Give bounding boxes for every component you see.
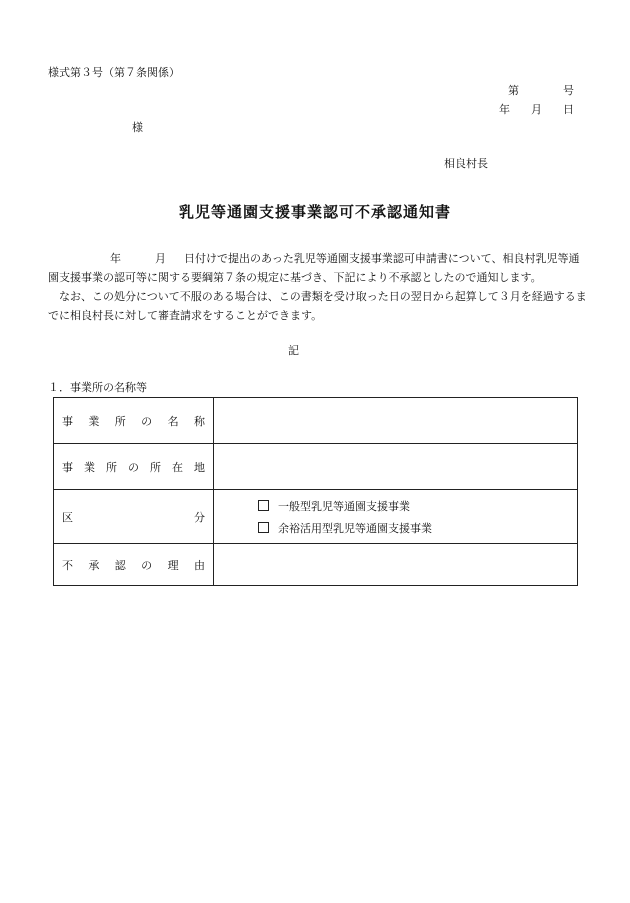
- value-facility-name[interactable]: [214, 398, 578, 444]
- checkbox-icon[interactable]: [258, 500, 269, 511]
- body-year: 年: [110, 252, 121, 265]
- label-facility-name: 事 業 所 の 名 称: [54, 398, 214, 444]
- doc-number-go: 号: [563, 84, 574, 97]
- doc-number-dai: 第: [508, 84, 519, 97]
- table-row-reason: [54, 544, 578, 586]
- date-day: 日: [563, 103, 574, 116]
- body-line1-rest: 日付けで提出のあった乳児等通園支援事業認可申請書について、相良村乳児等通園支援事業の認可等に関する要綱第７条の規定に基づき、下記により不承認としたので通知します。: [48, 252, 580, 284]
- table-row-category: [54, 490, 578, 544]
- value-reason[interactable]: [214, 544, 578, 586]
- issuer: 相良村長: [444, 157, 488, 170]
- body-line1: [48, 249, 588, 287]
- table-row-name: [54, 398, 578, 444]
- ki-heading: 記: [288, 344, 299, 357]
- section1-heading: １．事業所の名称等: [48, 381, 147, 394]
- addressee-suffix: 様: [132, 121, 143, 134]
- date-year: 年: [499, 103, 510, 116]
- value-category: [214, 490, 578, 544]
- table-row-address: [54, 444, 578, 490]
- checkbox-icon[interactable]: [258, 522, 269, 533]
- body-paragraph: [48, 249, 588, 325]
- document-title: 乳児等通園支援事業認可不承認通知書: [178, 203, 451, 221]
- label-reason: 不 承 認 の 理 由: [54, 544, 214, 586]
- facility-table: [53, 397, 578, 586]
- form-code: 様式第３号（第７条関係）: [48, 66, 180, 79]
- label-facility-address: 事 業 所 の 所 在 地: [54, 444, 214, 490]
- category-option-surplus[interactable]: 余裕活用型乳児等通園支援事業: [214, 517, 577, 539]
- value-facility-address[interactable]: [214, 444, 578, 490]
- category-option-general[interactable]: 一般型乳児等通園支援事業: [214, 495, 577, 517]
- label-category: 区 分: [54, 490, 214, 544]
- body-month: 月: [155, 252, 166, 265]
- body-line2: なお、この処分について不服のある場合は、この書類を受け取った日の翌日から起算して３月を経過するまでに相良村長に対して審査請求をすることができます。: [48, 290, 587, 322]
- date-month: 月: [531, 103, 542, 116]
